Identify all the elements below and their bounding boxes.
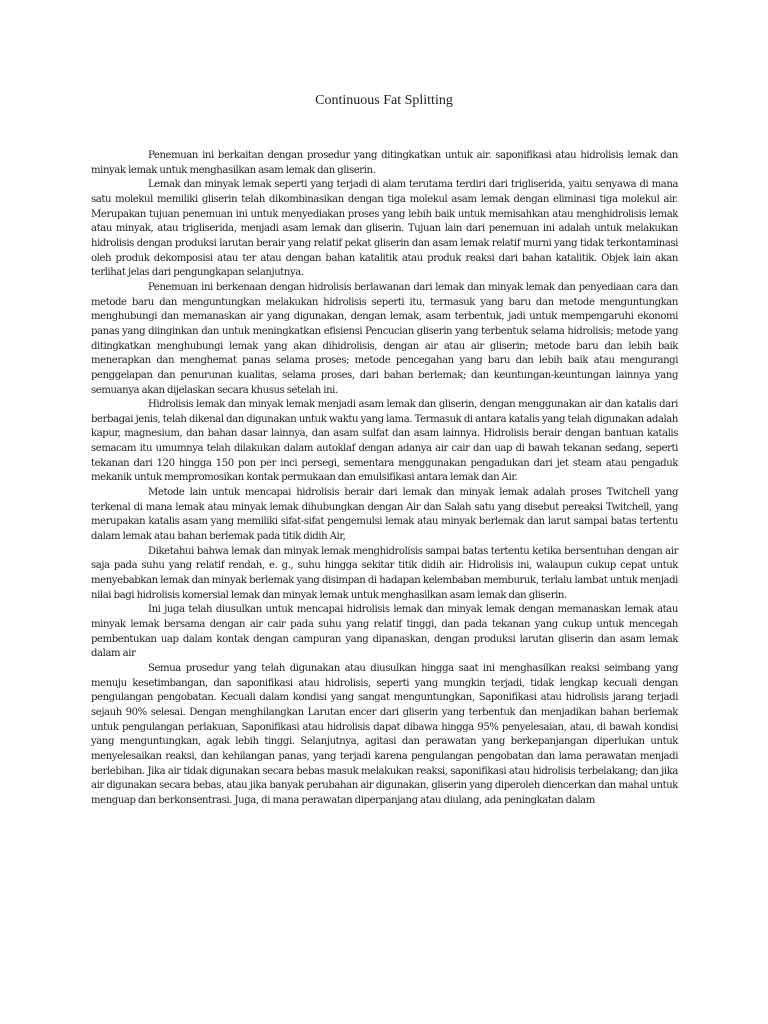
paragraph-3: Penemuan ini berkenaan dengan hidrolisis berlawanan dari lemak dan minyak lemak dan penyediaan cara dan metode baru dan menguntungkan melakukan hidrolisis seperti itu, termasuk yang baru dan metode menguntungkan menghubungi dan memanaskan air yang digunakan, dengan lemak, asam terbentuk, jadi untuk mempengaruhi ekonomi panas yang diinginkan dan untuk meningkatkan efisiensi Pencucian gliserin yang terbentuk selama hidrolisis; metode yang ditingkatkan menghubungi lemak yang akan dihidrolisis, dengan air atau air gliserin; metode baru dan lebih baik menerapkan dan menghemat panas selama proses; metode pencegahan yang baru dan lebih baik atau mengurangi penggelapan dan penurunan kualitas, selama proses, dari bahan berlemak; dan keuntungan-keuntungan lainnya yang semuanya akan dijelaskan secara khusus setelah ini. bbox=[91, 281, 678, 396]
paragraph-1: Penemuan ini berkaitan dengan prosedur yang ditingkatkan untuk air. saponifikasi atau hidrolisis lemak dan minyak lemak untuk menghasilkan asam lemak dan gliserin. bbox=[91, 150, 678, 176]
paragraph-4: Hidrolisis lemak dan minyak lemak menjadi asam lemak dan gliserin, dengan menggunakan air dan katalis dari berbagai jenis, telah dikenal dan digunakan untuk waktu yang lama. Termasuk di antara katalis yang telah digunakan adalah kapur, magnesium, dan bahan dasar lainnya, dan asam sulfat dan asam lainnya. Hidrolisis berair dengan bantuan katalis semacam itu umumnya telah dilakukan dalam autoklaf dengan adanya air cair dan uap di bawah tekanan sedang, seperti tekanan dari 120 hingga 150 pon per inci persegi, sementara menggunakan pengadukan dari jet steam atau pengaduk mekanik untuk mempromosikan kontak permukaan dan emulsifikasi antara lemak dan Air. bbox=[91, 399, 678, 484]
paragraph-5: Metode lain untuk mencapai hidrolisis berair dari lemak dan minyak lemak adalah proses Twitchell yang terkenal di mana lemak atau minyak lemak dihubungkan dengan Air dan Salah satu yang disebut pereaksi Twitchell, yang merupakan katalis asam yang memiliki sifat-sifat pengemulsi lemak atau minyak berlemak dan larut sampai batas tertentu dalam lemak atau bahan berlemak pada titik didih Air, bbox=[91, 487, 678, 543]
paragraph-7: Ini juga telah diusulkan untuk mencapai hidrolisis lemak dan minyak lemak dengan memanaskan lemak atau minyak lemak bersama dengan air cair pada suhu yang relatif tinggi, dan pada tekanan yang cukup untuk mencegah pembentukan uap dalam kontak dengan campuran yang dipanaskan, dengan produksi larutan gliserin dan asam lemak dalam air bbox=[91, 604, 678, 660]
paragraph-8: Semua prosedur yang telah digunakan atau diusulkan hingga saat ini menghasilkan reaksi seimbang yang menuju kesetimbangan, dan saponifikasi atau hidrolisis, seperti yang mungkin terjadi, tidak lengkap kecuali dengan pengulangan pengobatan. Kecuali dalam kondisi yang sangat menguntungkan, Saponifikasi atau hidrolisis jarang terjadi sejauh 90% selesai. Dengan menghilangkan Larutan encer dari gliserin yang terbentuk dan menjadikan bahan berlemak untuk pengulangan perlakuan, Saponifikasi atau hidrolisis dapat dibawa hingga 95% penyelesaian, atau, di bawah kondisi yang menguntungkan, agak lebih tinggi. Selanjutnya, agitasi dan perawatan yang berkepanjangan diperlukan untuk menyelesaikan reaksi, dan kehilangan panas, yang terjadi karena pengulangan pengobatan dan lama perawatan menjadi berlebihan. Jika air tidak digunakan secara bebas masuk melakukan reaksi, saponifikasi atau hidrolisis terbelakang; dan jika air digunakan secara bebas, atau jika banyak perubahan air digunakan, gliserin yang diperoleh diencerkan dan mahal untuk menguap dan berkonsentrasi. Juga, di mana perawatan diperpanjang atau diulang, ada peningkatan dalam bbox=[91, 662, 678, 806]
paragraph-6: Diketahui bahwa lemak dan minyak lemak menghidrolisis sampai batas tertentu ketika bersentuhan dengan air saja pada suhu yang relatif rendah, e. g., suhu hingga sekitar titik didih air. Hidrolisis ini, walaupun cukup cepat untuk menyebabkan lemak dan minyak berlemak yang disimpan di hadapan kelembaban memburuk, terlalu lambat untuk menjadi nilai bagi hidrolisis komersial lemak dan minyak lemak untuk menghasilkan asam lemak dan gliserin. bbox=[91, 545, 678, 601]
document-title: Continuous Fat Splitting bbox=[315, 93, 453, 108]
document-body bbox=[91, 149, 678, 809]
paragraph-2: Lemak dan minyak lemak seperti yang terjadi di alam terutama terdiri dari trigliserida, yaitu senyawa di mana satu molekul memiliki gliserin telah dikombinasikan dengan tiga molekul asam lemak dengan eliminasi tiga molekul air. Merupakan tujuan penemuan ini untuk menyediakan proses yang lebih baik untuk memisahkan atau menghidrolisis lemak atau minyak, atau trigliserida, menjadi asam lemak dan gliserin. Tujuan lain dari penemuan ini adalah untuk melakukan hidrolisis dengan produksi larutan berair yang relatif pekat gliserin dan asam lemak relatif murni yang tidak terkontaminasi oleh produk dekomposisi atau ter atau dengan bahan katalitik atau produk reaksi dari bahan katalitik. Objek lain akan terlihat jelas dari pengungkapan selanjutnya. bbox=[91, 179, 678, 279]
